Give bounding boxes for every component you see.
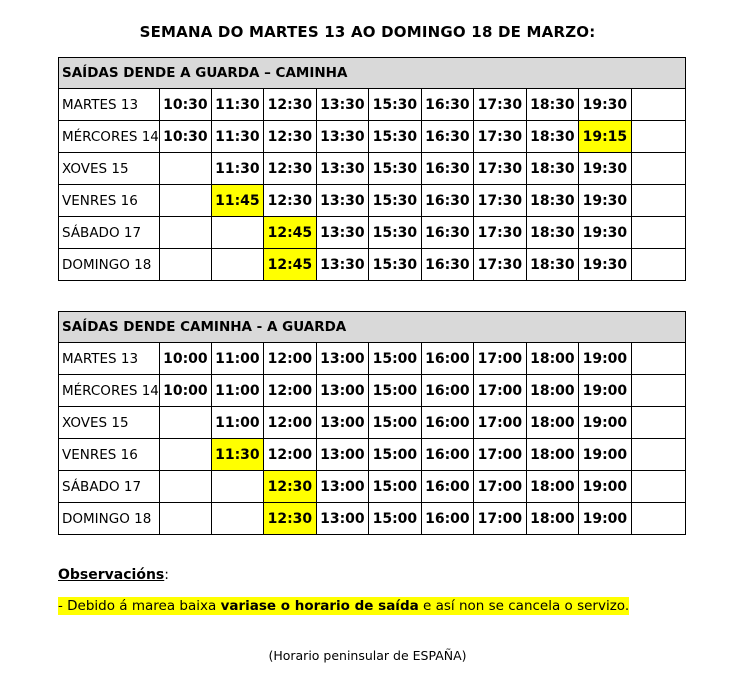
time-cell: 11:00	[211, 343, 263, 375]
time-cell: 13:30	[316, 153, 368, 185]
time-cell: 18:00	[526, 439, 578, 471]
time-cell: 10:00	[159, 375, 211, 407]
time-cell: 13:30	[316, 89, 368, 121]
time-cell: 18:00	[526, 375, 578, 407]
schedule-body	[59, 58, 686, 281]
day-cell: VENRES 16	[59, 439, 160, 471]
time-cell: 12:30	[263, 153, 316, 185]
time-cell: 17:30	[473, 153, 526, 185]
time-cell: 16:00	[421, 503, 473, 535]
day-cell: SÁBADO 17	[59, 471, 160, 503]
time-cell: 11:30	[211, 89, 263, 121]
table-row	[59, 249, 686, 281]
time-cell: 17:00	[473, 471, 526, 503]
table-heading-row	[59, 312, 686, 343]
table-row	[59, 439, 686, 471]
time-cell: 17:30	[473, 217, 526, 249]
empty-cell	[159, 503, 211, 535]
empty-cell	[159, 217, 211, 249]
time-cell: 16:30	[421, 249, 473, 281]
empty-cell	[211, 249, 263, 281]
day-cell: MARTES 13	[59, 89, 160, 121]
time-cell: 13:00	[316, 375, 368, 407]
time-cell: 15:30	[368, 121, 421, 153]
time-cell: 12:00	[263, 343, 316, 375]
empty-cell	[631, 121, 685, 153]
time-cell: 12:30	[263, 471, 316, 503]
day-cell: VENRES 16	[59, 185, 160, 217]
empty-cell	[631, 153, 685, 185]
time-cell: 13:30	[316, 185, 368, 217]
time-cell: 17:00	[473, 439, 526, 471]
observations-note	[58, 597, 629, 615]
time-cell: 19:15	[578, 121, 631, 153]
time-cell: 13:00	[316, 343, 368, 375]
time-cell: 16:00	[421, 407, 473, 439]
schedule-table-guarda-caminha	[58, 57, 686, 281]
time-cell: 10:00	[159, 343, 211, 375]
time-cell: 19:00	[578, 375, 631, 407]
time-cell: 18:30	[526, 121, 578, 153]
time-cell: 11:00	[211, 375, 263, 407]
time-cell: 13:00	[316, 471, 368, 503]
time-cell: 16:30	[421, 185, 473, 217]
empty-cell	[159, 407, 211, 439]
time-cell: 16:30	[421, 153, 473, 185]
time-cell: 13:00	[316, 439, 368, 471]
time-cell: 19:00	[578, 407, 631, 439]
time-cell: 12:30	[263, 185, 316, 217]
table-row	[59, 503, 686, 535]
empty-cell	[631, 439, 685, 471]
day-cell: MARTES 13	[59, 343, 160, 375]
time-cell: 18:00	[526, 503, 578, 535]
observations-colon: :	[164, 567, 169, 583]
empty-cell	[159, 153, 211, 185]
day-cell: MÉRCORES 14	[59, 121, 160, 153]
day-cell: DOMINGO 18	[59, 503, 160, 535]
time-cell: 17:00	[473, 407, 526, 439]
time-cell: 13:30	[316, 121, 368, 153]
time-cell: 19:30	[578, 89, 631, 121]
time-cell: 17:30	[473, 121, 526, 153]
time-cell: 18:30	[526, 249, 578, 281]
time-cell: 16:00	[421, 471, 473, 503]
empty-cell	[631, 89, 685, 121]
time-cell: 12:00	[263, 439, 316, 471]
time-cell: 18:30	[526, 185, 578, 217]
note-bold: variase o horario de saída	[220, 598, 419, 614]
time-cell: 11:00	[211, 407, 263, 439]
time-cell: 19:30	[578, 249, 631, 281]
empty-cell	[159, 185, 211, 217]
time-cell: 15:00	[368, 503, 421, 535]
time-cell: 19:30	[578, 185, 631, 217]
time-cell: 12:30	[263, 121, 316, 153]
time-cell: 13:00	[316, 407, 368, 439]
time-cell: 11:30	[211, 153, 263, 185]
time-cell: 16:00	[421, 439, 473, 471]
time-cell: 17:00	[473, 343, 526, 375]
time-cell: 12:45	[263, 217, 316, 249]
time-cell: 16:00	[421, 343, 473, 375]
time-cell: 15:30	[368, 153, 421, 185]
time-cell: 15:00	[368, 375, 421, 407]
day-cell: XOVES 15	[59, 153, 160, 185]
empty-cell	[211, 471, 263, 503]
time-cell: 13:00	[316, 503, 368, 535]
time-cell: 10:30	[159, 121, 211, 153]
time-cell: 17:30	[473, 185, 526, 217]
time-cell: 19:00	[578, 439, 631, 471]
empty-cell	[211, 503, 263, 535]
time-cell: 15:00	[368, 343, 421, 375]
time-cell: 18:00	[526, 343, 578, 375]
empty-cell	[631, 503, 685, 535]
note-prefix: - Debido á marea baixa	[58, 598, 221, 614]
table-row	[59, 471, 686, 503]
observations-label	[58, 567, 169, 583]
time-cell: 15:30	[368, 249, 421, 281]
time-cell: 15:00	[368, 407, 421, 439]
empty-cell	[631, 471, 685, 503]
table-row	[59, 217, 686, 249]
time-cell: 17:00	[473, 375, 526, 407]
table-row	[59, 343, 686, 375]
table-row	[59, 153, 686, 185]
time-cell: 15:30	[368, 185, 421, 217]
time-cell: 12:45	[263, 249, 316, 281]
time-cell: 19:00	[578, 343, 631, 375]
day-cell: DOMINGO 18	[59, 249, 160, 281]
time-cell: 15:00	[368, 471, 421, 503]
time-cell: 19:00	[578, 471, 631, 503]
time-cell: 18:30	[526, 217, 578, 249]
page-title: SEMANA DO MARTES 13 AO DOMINGO 18 DE MARZO:	[139, 23, 596, 41]
empty-cell	[159, 471, 211, 503]
table-heading: SAÍDAS DENDE A GUARDA – CAMINHA	[59, 58, 686, 89]
time-cell: 12:00	[263, 407, 316, 439]
table-row	[59, 89, 686, 121]
time-cell: 17:30	[473, 249, 526, 281]
time-cell: 13:30	[316, 217, 368, 249]
time-cell: 18:30	[526, 153, 578, 185]
time-cell: 12:00	[263, 375, 316, 407]
empty-cell	[631, 407, 685, 439]
timezone-footer: (Horario peninsular de ESPAÑA)	[268, 648, 467, 663]
empty-cell	[211, 217, 263, 249]
empty-cell	[631, 343, 685, 375]
time-cell: 17:00	[473, 503, 526, 535]
empty-cell	[631, 217, 685, 249]
empty-cell	[631, 375, 685, 407]
time-cell: 11:30	[211, 439, 263, 471]
time-cell: 19:30	[578, 217, 631, 249]
time-cell: 18:00	[526, 471, 578, 503]
time-cell: 16:30	[421, 217, 473, 249]
time-cell: 15:30	[368, 217, 421, 249]
time-cell: 12:30	[263, 89, 316, 121]
schedule-table-caminha-guarda	[58, 311, 686, 535]
empty-cell	[159, 249, 211, 281]
time-cell: 17:30	[473, 89, 526, 121]
time-cell: 16:30	[421, 89, 473, 121]
table-heading: SAÍDAS DENDE CAMINHA - A GUARDA	[59, 312, 686, 343]
empty-cell	[159, 439, 211, 471]
time-cell: 18:00	[526, 407, 578, 439]
time-cell: 18:30	[526, 89, 578, 121]
time-cell: 19:30	[578, 153, 631, 185]
time-cell: 13:30	[316, 249, 368, 281]
time-cell: 15:30	[368, 89, 421, 121]
time-cell: 16:30	[421, 121, 473, 153]
time-cell: 11:30	[211, 121, 263, 153]
day-cell: SÁBADO 17	[59, 217, 160, 249]
table-row	[59, 375, 686, 407]
time-cell: 11:45	[211, 185, 263, 217]
empty-cell	[631, 185, 685, 217]
day-cell: XOVES 15	[59, 407, 160, 439]
time-cell: 10:30	[159, 89, 211, 121]
empty-cell	[631, 249, 685, 281]
time-cell: 15:00	[368, 439, 421, 471]
note-suffix: e así non se cancela o servizo.	[418, 598, 630, 614]
table-row	[59, 121, 686, 153]
time-cell: 12:30	[263, 503, 316, 535]
table-row	[59, 185, 686, 217]
observations-heading: Observacións	[58, 567, 165, 583]
day-cell: MÉRCORES 14	[59, 375, 160, 407]
time-cell: 16:00	[421, 375, 473, 407]
schedule-body	[59, 312, 686, 535]
table-row	[59, 407, 686, 439]
table-heading-row	[59, 58, 686, 89]
time-cell: 19:00	[578, 503, 631, 535]
